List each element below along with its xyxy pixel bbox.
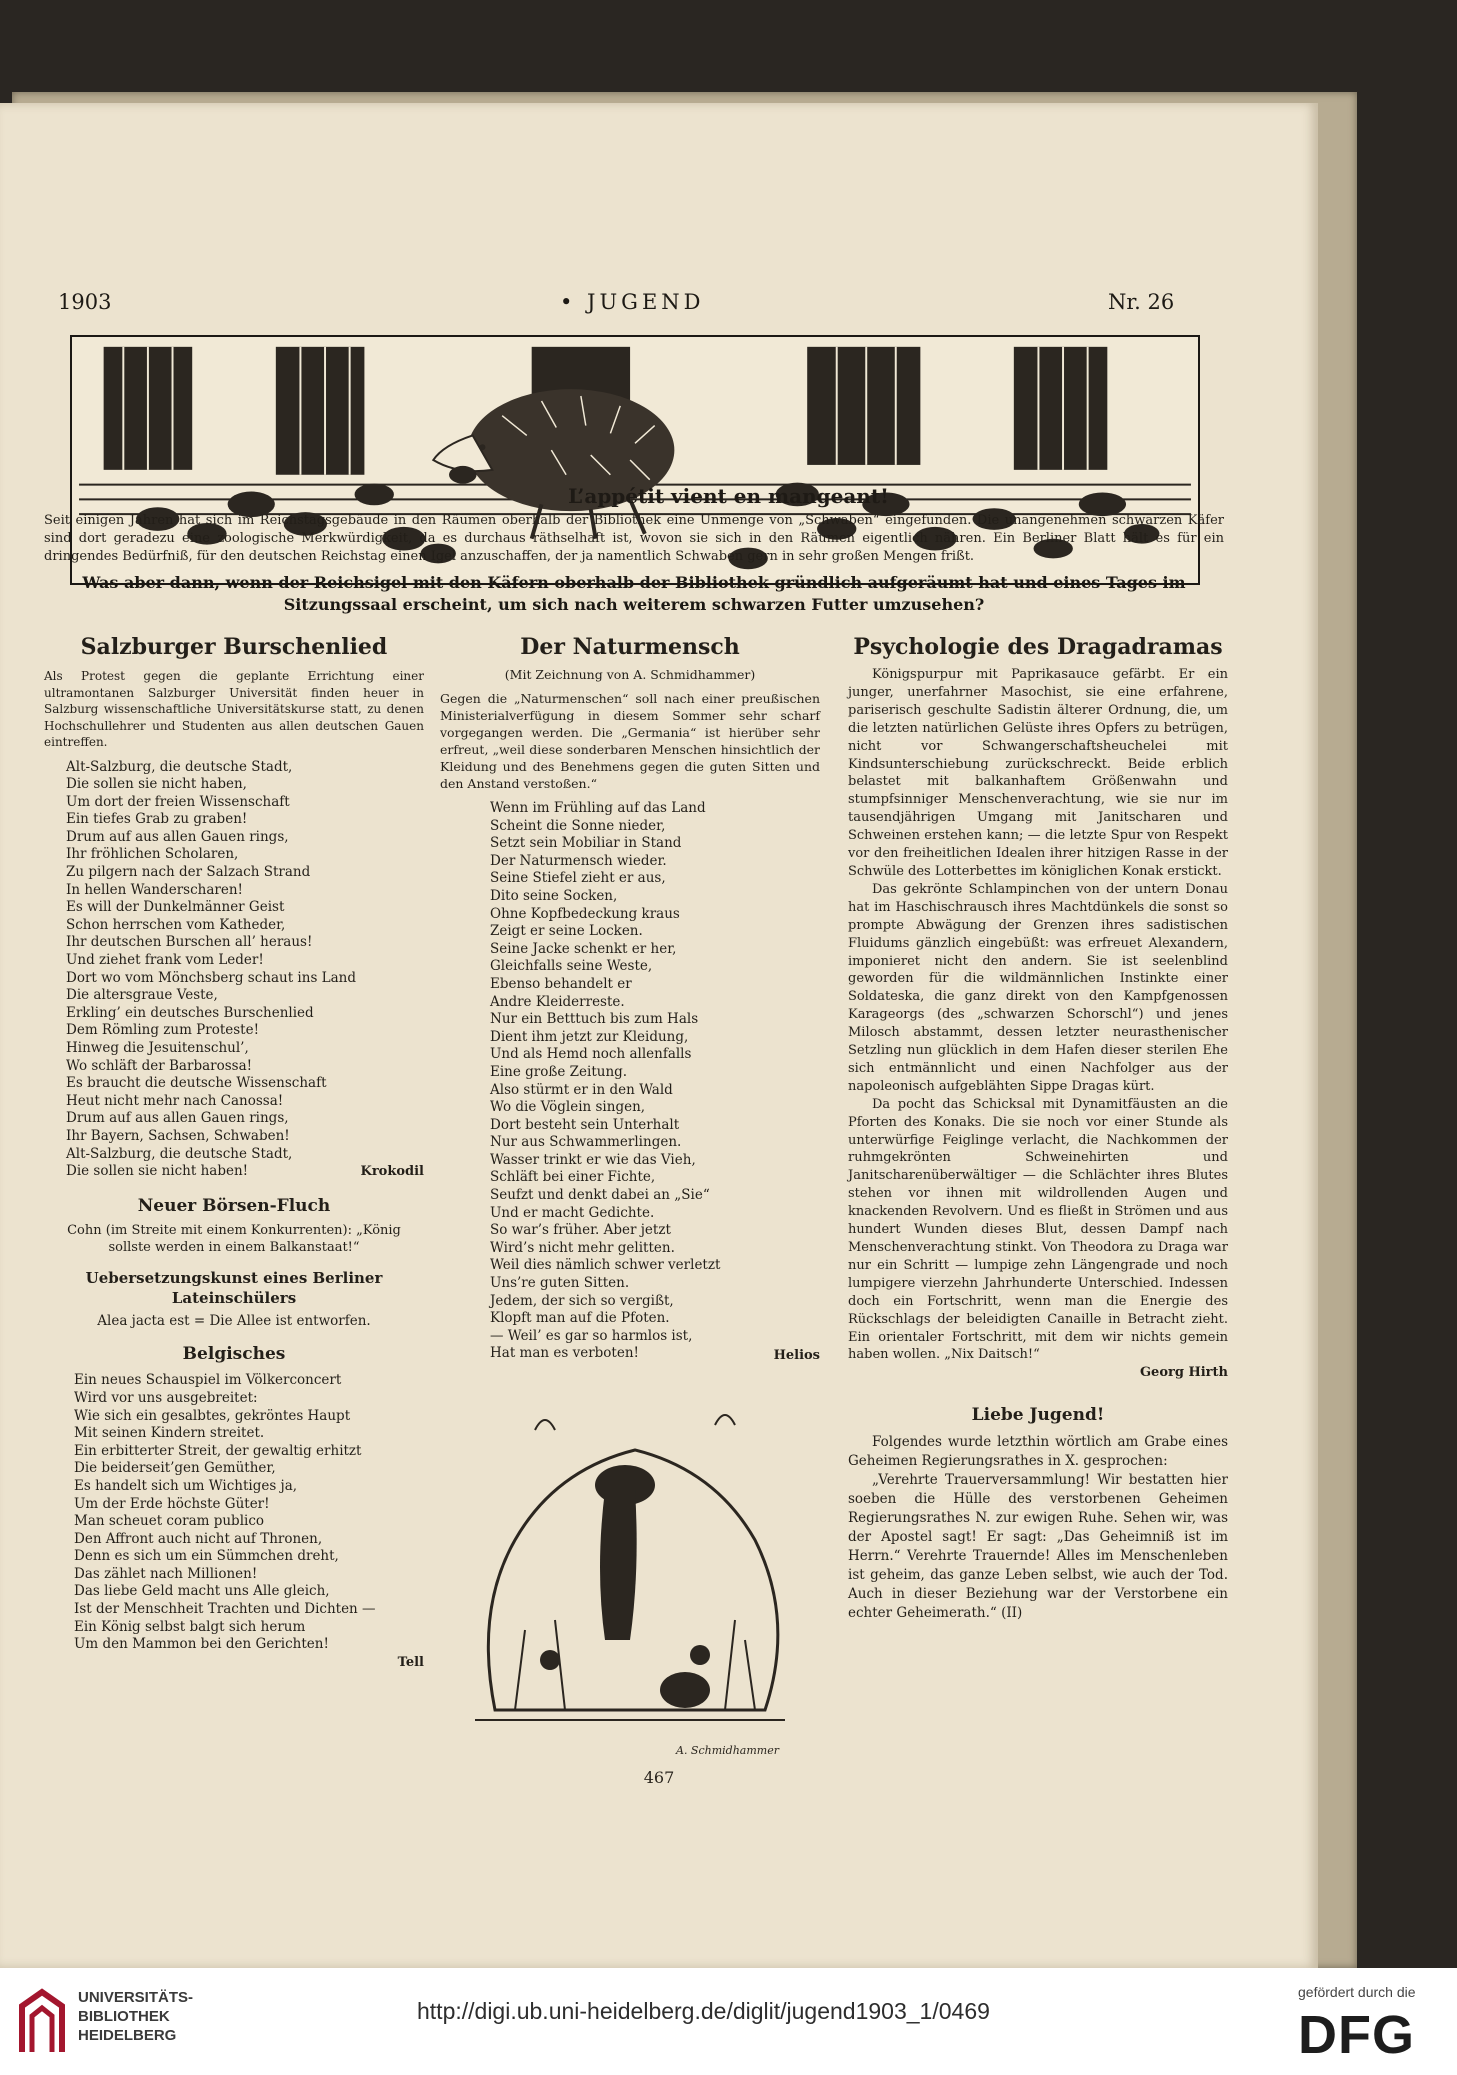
article-title-dragadrama: Psychologie des Dragadramas (853, 634, 1223, 660)
cartoon-caption: L’appétit vient en mangeant! (568, 484, 889, 508)
library-logo-icon (16, 1986, 68, 2058)
funded-by-text: gefördert durch die (1298, 1984, 1416, 2000)
naturmensch-illustration (455, 1410, 805, 1740)
article-title-naturmensch: Der Naturmensch (520, 634, 740, 660)
naturmensch-intro: Gegen die „Naturmenschen“ soll nach einer preußischen Ministerialverfügung in diesem Sommer sehr scharf vorgegangen werden. Die „Germania“ ist hierüber sehr erfreut, „weil diese sonderbaren Menschen hinsichtlich der Kleidung und des Benehmens gegen die guten Sitten und den Anstand verstoßen.“ (440, 691, 820, 791)
dragadrama-body-2: Das gekrönte Schlampinchen von der untern Donau hat im Haschischrausch ihres Machtdünkels die sonst so prompte Abwägung der Grenzen ihres sadistischen Fluidums gänzlich eingebüßt: was erfreuet Alexandern, imponieret nicht den andern. Sie ist seelenblind geworden für die wildmännlichen Instinkte einer Soldateska, die ganz direkt von den Kampfgenossen Karageorgs (des „schwarzen Schorschl“) und jenes Milosch abstammt, dessen letzter neurasthenischer Setzling nun glücklich in dem Hafen dieser sterilen Ehe sich entmännlicht und einen Nachfolger aus der napoleonisch aufgeblähten Sippe Dragas kürt. (848, 881, 1228, 1094)
article-title-uebersetzung: Uebersetzungskunst eines Berliner Lateinschülers (85, 1268, 383, 1307)
burschenlied-intro: Als Protest gegen die geplante Errichtung einer ultramontanen Salzburger Universität finden heuer in Salzburg wissenschaftliche Universitätskurse statt, zu denen Hochschullehrer und Studenten aus allen deutschen Gauen eintreffen. (44, 669, 424, 749)
burschenlied-signature: Krokodil (360, 1163, 424, 1179)
cartoon-intro-text: Seit einigen Jahren hat sich im Reichstagsgebäude in den Räumen oberhalb der Bibliothek eine Unmenge von „Schwaben“ eingefunden. Die unangenehmen schwarzen Käfer sind dort geradezu eine zoologische Merkwürdigkeit, da es durchaus räthselhaft ist, wovon sie sich in den Räumen eigentlich nähren. Ein Berliner Blatt hält es für ein dringendes Bedürfniß, für den deutschen Reichstag einen Igel anzuschaffen, der ja namentlich Schwaben gern in sehr großen Mengen frißt. (44, 513, 1224, 564)
dragadrama-body-1: Königspurpur mit Paprikasauce gefärbt. Er ein junger, unerfahrner Masochist, sie eine erfahrene, pariserisch geschulte Sadistin älterer Ordnung, die, um die letzten natürlichen Gelüste ihres Opfers zu betrügen, nicht vor Schwangerschaftsheuchelei mit Kindsunterschiebung zurückschreckt. Beide erblich belastet mit balkanhaftem Größenwahn und stumpfsinniger Menschenverachtung, wie sie nur im tausendjährigen Umgang mit Janitscharen und Schweinen erstehen kann; — die letzte Spur von Respekt vor den freiheitlichen Idealen ihrer hitzigen Rasse in der Schwüle des Lotterbettes im königlichen Konak erstickt. (848, 667, 1228, 879)
permalink-url[interactable]: http://digi.ub.uni-heidelberg.de/diglit/jugend1903_1/0469 (417, 1998, 990, 2024)
illustration-credit: A. Schmidhammer (676, 1744, 779, 1757)
page-number: 467 (643, 1768, 675, 1787)
dragadrama-body-3: Da pocht das Schicksal mit Dynamitfäusten an die Pforten des Konaks. Die sie noch vor einer Stunde als unterwürfige Feiglinge verlacht, die Nachkommen der ruhmgekrönten Schweinehirten und Janitscharenüberwältiger — die Schlächter ihres Blutes stehen vor ihnen mit wildrollenden Augen und knackenden Revolvern. Und es fließt in Strömen und aus hundert Wunden dieses Blut, dessen Dampf nach Menschenverachtung stinkt. Von Theodora zu Draga war nur ein Schritt — lumpige zehn Längengrade und noch lumpigere vierzehn Jahrhunderte Unterschied. Indessen doch ein Fortschritt, wenn man die Energie des Rückschlags der beleidigten Canaille in Betracht zieht. Ein orientaler Fortschritt, mit dem wir nichts gemein haben wollen. „Nix Daitsch!“ (848, 1096, 1228, 1363)
liebe-jugend-intro: Folgendes wurde letzthin wörtlich am Grabe eines Geheimen Regierungsrathes in X. gesprochen: (848, 1434, 1228, 1470)
naturmensch-subtitle: (Mit Zeichnung von A. Schmidhammer) (504, 667, 756, 682)
naturmensch-poem: Wenn im Frühling auf das Land Scheint die Sonne nieder, Setzt sein Mobiliar in Stand Der Naturmensch wieder. Seine Stiefel zieht er aus, Dito seine Socken, Ohne Kopfbedeckung kraus Zeigt er seine Locken. Seine Jacke schenkt er her, Gleichfalls seine Weste, Ebenso behandelt er Andre Kleiderreste. Nur ein Betttuch bis zum Hals Dient ihm jetzt zur Kleidung, Und als Hemd noch allenfalls Eine große Zeitung. Also stürmt er in den Wald Wo die Vöglein singen, Dort besteht sein Unterhalt Nur aus Schwammerlingen. Wasser trinkt er wie das Vieh, Schläft bei einer Fichte, Seufzt und denkt dabei an „Sie“ Und er macht Gedichte. So war’s früher. Aber jetzt Wird’s nicht mehr gelitten. Weil dies nämlich schwer verletzt Uns’re guten Sitten. Jedem, der sich so vergißt, Klopft man auf die Pfoten. — Weil’ es gar so harmlos ist, Hat man es verboten! (490, 800, 721, 1362)
digitization-footer (0, 1968, 1457, 2075)
dfg-logo: DFG (1298, 2005, 1415, 2065)
article-title-burschenlied: Salzburger Burschenlied (80, 634, 388, 660)
library-line-1: UNIVERSITÄTS- (78, 1989, 194, 2006)
cartoon-question-text: Was aber dann, wenn der Reichsigel mit den Käfern oberhalb der Bibliothek gründlich aufgeräumt hat und eines Tages im Sitzungssaal erscheint, um sich nach weiterem schwarzen Futter umzusehen? (82, 573, 1186, 614)
belgisches-signature: Tell (397, 1654, 424, 1670)
library-line-2: BIBLIOTHEK (78, 2008, 170, 2025)
column-middle (440, 632, 820, 1366)
library-name (78, 1988, 193, 2045)
column-right (848, 632, 1228, 1623)
dragadrama-signature: Georg Hirth (1139, 1365, 1228, 1381)
article-title-belgisches: Belgisches (182, 1344, 286, 1365)
library-line-3: HEIDELBERG (78, 2027, 177, 2044)
column-left (44, 632, 424, 1673)
article-title-liebe-jugend: Liebe Jugend! (971, 1405, 1105, 1426)
article-title-boersen: Neuer Börsen-Fluch (137, 1195, 331, 1216)
header-year: 1903 (58, 290, 112, 314)
belgisches-poem: Ein neues Schauspiel im Völkerconcert Wird vor uns ausgebreitet: Wie sich ein gesalbtes, gekröntes Haupt Mit seinen Kindern streitet. Ein erbitterter Streit, der gewaltig erhitzt Die beiderseit’gen Gemüther, Es handelt sich um Wichtiges ja, Um der Erde höchste Güter! Man scheuet coram publico Den Affront auch nicht auf Thronen, Denn es sich um ein Sümmchen dreht, Das zählet nach Millionen! Das liebe Geld macht uns Alle gleich, Ist der Menschheit Trachten und Dichten — Ein König selbst balgt sich herum Um den Mammon bei den Gerichten! (74, 1372, 376, 1653)
header-issue: Nr. 26 (1108, 290, 1175, 314)
uebersetzung-text: Alea jacta est = Die Allee ist entworfen. (97, 1312, 371, 1329)
boersen-text: Cohn (im Streite mit einem Konkurrenten): „König sollste werden in einem Balkanstaat!“ (67, 1222, 401, 1255)
naturmensch-signature: Helios (773, 1348, 820, 1363)
burschenlied-poem: Alt-Salzburg, die deutsche Stadt, Die sollen sie nicht haben, Um dort der freien Wissenschaft Ein tiefes Grab zu graben! Drum auf aus allen Gauen rings, Ihr fröhlichen Scholaren, Zu pilgern nach der Salzach Strand In hellen Wanderscharen! Es will der Dunkelmänner Geist Schon herrschen vom Katheder, Ihr deutschen Burschen all’ heraus! Und ziehet frank vom Leder! Dort wo vom Mönchsberg schaut ins Land Die altersgraue Veste, Erkling’ ein deutsches Burschenlied Dem Römling zum Proteste! Hinweg die Jesuitenschul’, Wo schläft der Barbarossa! Es braucht die deutsche Wissenschaft Heut nicht mehr nach Canossa! Drum auf aus allen Gauen rings, Ihr Bayern, Sachsen, Schwaben! Alt-Salzburg, die deutsche Stadt, Die sollen sie nicht haben! (66, 758, 357, 1180)
header-title: • JUGEND (560, 290, 705, 314)
liebe-jugend-quote: „Verehrte Trauerversammlung! Wir bestatten hier soeben die Hülle des verstorbenen Geheimen Regierungsrathes N. zur ewigen Ruhe. Sehen wir, was der Apostel sagt! Er sagt: „Das Geheimniß ist im Herrn.“ Verehrte Trauernde! Alles im Menschenleben ist geheim, das ganze Leben selbst, wie auch der Tod. Auch in dieser Beziehung war der Verstorbene ein echter Geheimerath.“ (II) (848, 1472, 1228, 1622)
